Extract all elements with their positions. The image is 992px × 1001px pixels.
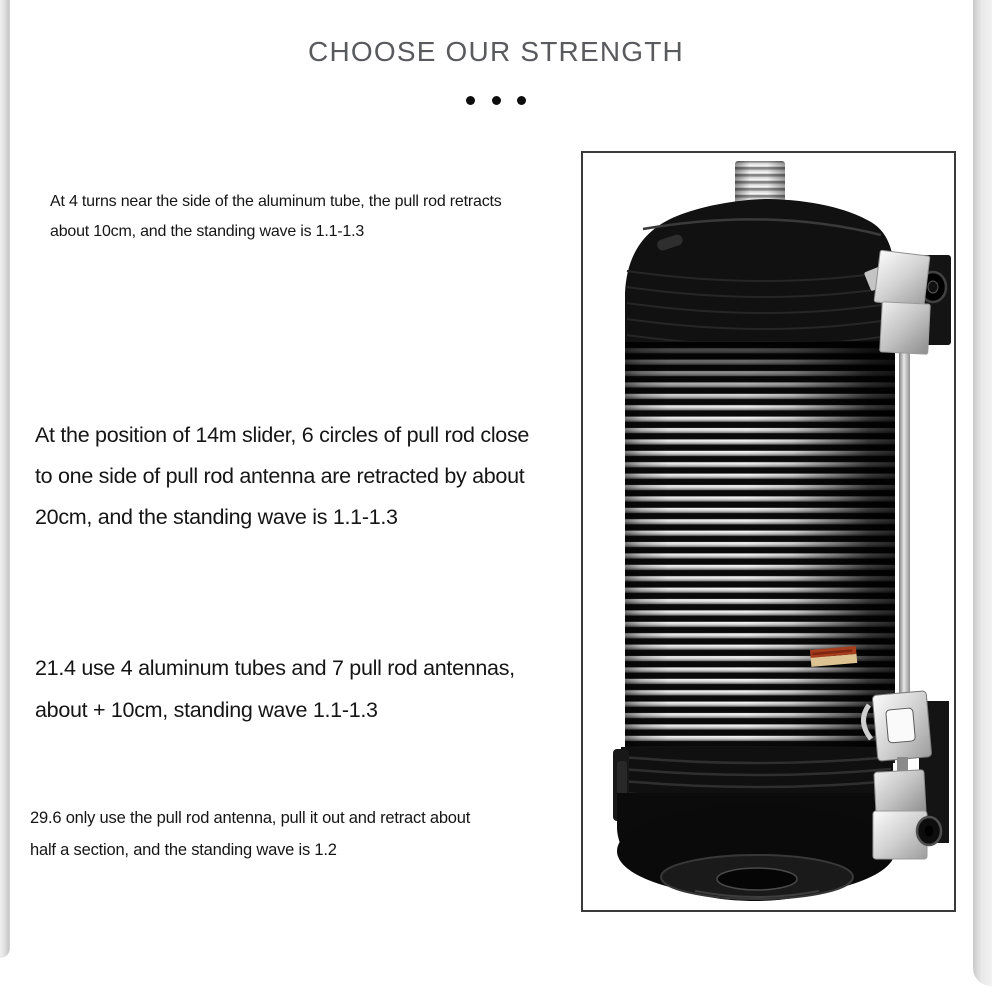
dot-icon — [517, 96, 526, 105]
coil-body — [625, 199, 895, 763]
spec-line: 20cm, and the standing wave is 1.1-1.3 — [35, 505, 398, 529]
carousel-next-image-edge — [973, 0, 992, 986]
spec-line: half a section, and the standing wave is 1.2 — [30, 841, 337, 859]
spec-line: about + 10cm, standing wave 1.1-1.3 — [35, 698, 378, 722]
product-photo-frame — [581, 151, 956, 912]
spec-note-4-turns — [50, 187, 502, 247]
spec-line: At 4 turns near the side of the aluminum tube, the pull rod retracts — [50, 193, 502, 210]
spec-line: 29.6 only use the pull rod antenna, pull it out and retract about — [30, 809, 471, 827]
page-title: CHOOSE OUR STRENGTH — [308, 36, 684, 67]
coil-base — [613, 747, 895, 901]
spec-note-29-6 — [30, 802, 470, 866]
spec-note-14m-slider — [35, 415, 529, 538]
spec-line: At the position of 14m slider, 6 circles of pull rod close — [35, 423, 530, 447]
spec-line: 21.4 use 4 aluminum tubes and 7 pull rod antennas, — [35, 656, 515, 680]
spec-line: about 10cm, and the standing wave is 1.1-1.3 — [50, 223, 365, 240]
three-dots-separator-icon — [0, 96, 992, 105]
antenna-coil-photo — [583, 153, 954, 910]
dot-icon — [466, 96, 475, 105]
bottom-mount-bracket-icon — [863, 691, 949, 859]
dot-icon — [492, 96, 501, 105]
carousel-prev-image-edge — [0, 0, 10, 958]
spec-note-21-4 — [35, 647, 515, 731]
spec-line: to one side of pull rod antenna are retracted by about — [35, 464, 525, 488]
